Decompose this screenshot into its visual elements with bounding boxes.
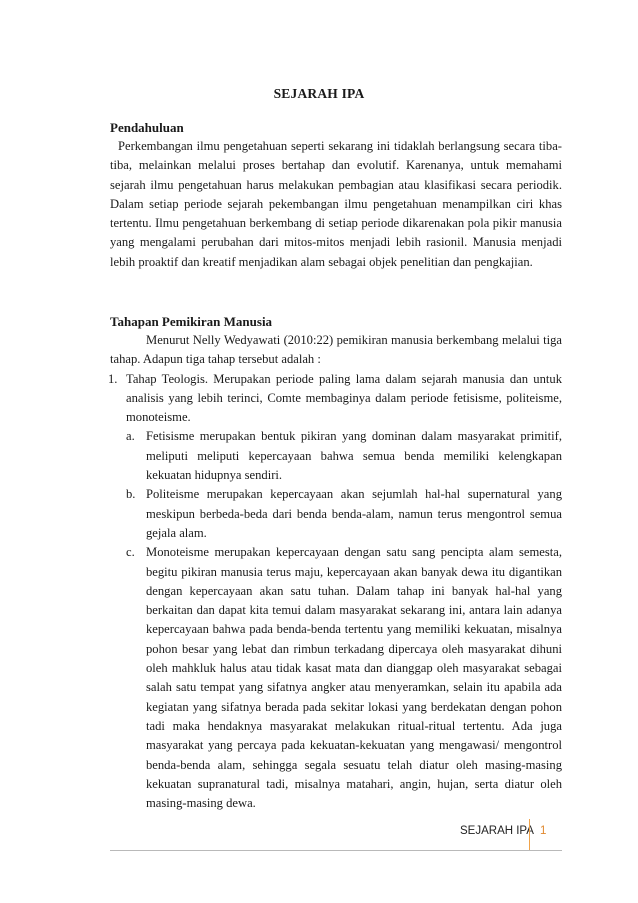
sublist-item-monoteisme — [126, 543, 562, 813]
section-tahapan — [110, 312, 562, 813]
footer-label: SEJARAH IPA — [460, 825, 534, 837]
sublist-letter: b. — [126, 487, 136, 502]
sublist-letter: c. — [126, 545, 135, 560]
footer-page-number: 1 — [540, 825, 547, 837]
sublist-letter: a. — [126, 429, 135, 444]
list-item-tahap-teologis — [110, 370, 562, 428]
sublist-item-politeisme — [126, 485, 562, 543]
footer-rule — [110, 850, 562, 851]
sublist-item-text: Fetisisme merupakan bentuk pikiran yang dominan dalam masyarakat primitif, meliputi meliputi kepercayaan bahwa semua benda memiliki kelengkapan kekuatan hidupnya sendiri. — [146, 429, 562, 483]
list-item-text: Tahap Teologis. Merupakan periode paling lama dalam sejarah manusia dan untuk analisis yang lebih terinci, Comte membaginya dalam periode fetisisme, politeisme, monoteisme. — [126, 371, 562, 425]
section-pendahuluan — [110, 118, 562, 272]
section-heading-pendahuluan: Pendahuluan — [110, 120, 184, 135]
section-heading-tahapan: Tahapan Pemikiran Manusia — [110, 314, 273, 329]
sublist-item-fetisisme — [126, 427, 562, 485]
sublist-item-text: Monoteisme merupakan kepercayaan dengan satu sang pencipta alam semesta, begitu pikiran manusia terus maju, kepercayaan akan banyak dewa itu digantikan dengan kepercayaan akan satu tuhan. Dalam tahap ini banyak hal-hal yang berkaitan dan dapat kita temui dalam masyarakat sekarang ini, antara lain adanya kepercayaan bahwa pada benda-benda tertentu yang memiliki kekuatan, misalnya pohon besar yang lebat dan rimbun terkadang dipercaya oleh masyarakat dihuni oleh mahkluk halus atau tidak kasat mata dan dianggap oleh masyarakat sebagai salah satu tempat yang sifatnya angker atau menyeramkan, selain itu apabila ada kegiatan yang sifatnya berada pada sekitar lokasi yang berdekatan dengan pohon tadi maka hendaknya masyarakat melakukan ritual-ritual tertentu. Ada juga masyarakat yang percaya pada kekuatan-kekuatan yang mengawasi/ mengontrol benda-benda alam, sehingga segala sesuatu telah diatur oleh masing-masing kekuatan supranatural tadi, misalnya matahari, angin, hujan, serta diatur oleh masing-masing dewa. — [146, 545, 562, 811]
list-number: 1. — [108, 371, 118, 386]
page-title: SEJARAH IPA — [273, 86, 365, 101]
paragraph-pendahuluan: Perkembangan ilmu pengetahuan seperti sekarang ini tidaklah berlangsung secara tiba-tiba, melainkan melalui proses bertahap dan evolutif. Karenanya, untuk memahami sejarah ilmu pengetahuan harus melakukan pembagian atau klasifikasi secara periodik. Dalam setiap periode sejarah pekembangan ilmu pengetahuan menampilkan ciri khas tertentu. Ilmu pengetahuan berkembang di setiap periode dikarenakan pola pikir manusia yang mengalami perubahan dari mitos-mitos menjadi lebih rasionil. Manusia menjadi lebih proaktif dan kreatif menjadikan alam sebagai objek penelitian dan pengkajian. — [110, 139, 562, 269]
paragraph-tahapan-intro: Menurut Nelly Wedyawati (2010:22) pemikiran manusia berkembang melalui tiga tahap. Adapun tiga tahap tersebut adalah : — [110, 333, 562, 367]
sublist-item-text: Politeisme merupakan kepercayaan akan sejumlah hal-hal supernatural yang meskipun berbeda-beda dari benda benda-alam, namun terus mengontrol semua gejala alam. — [146, 487, 562, 540]
